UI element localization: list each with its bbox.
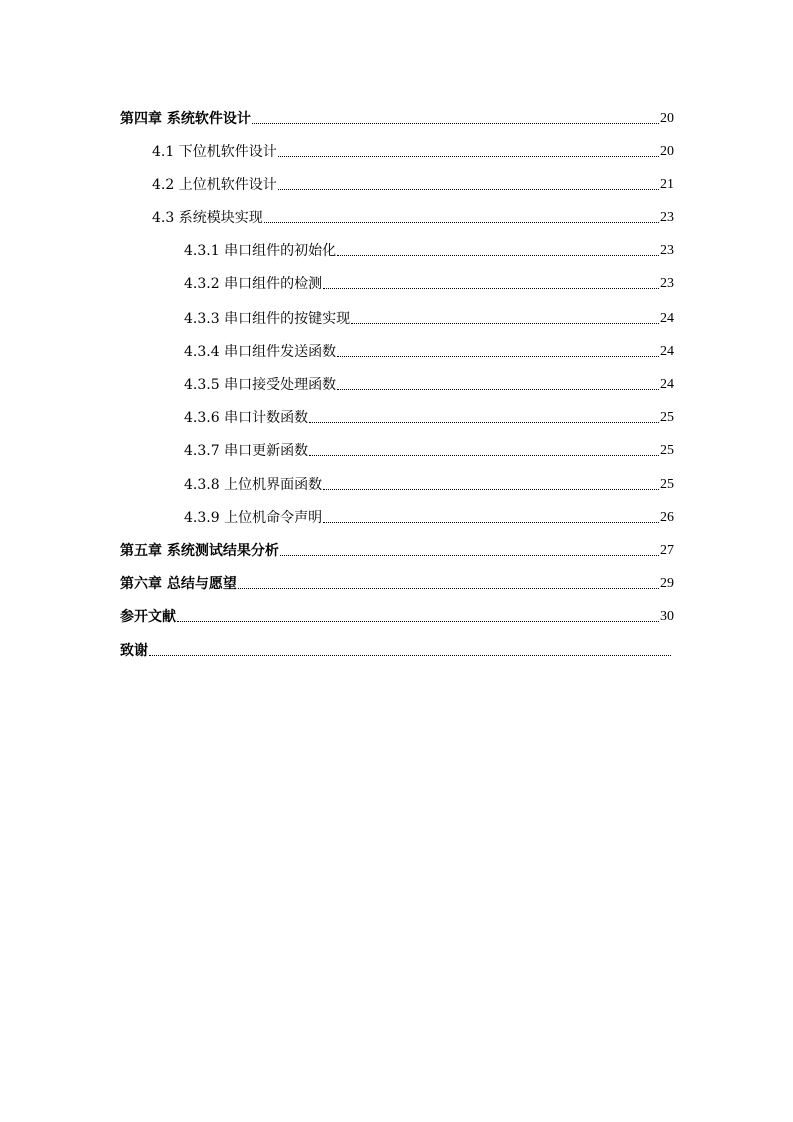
toc-entry-title: 致谢 — [120, 643, 148, 659]
toc-entry-chapter-4[interactable] — [120, 106, 674, 128]
toc-dot-leader — [280, 555, 659, 556]
toc-entry-title: 4.3.7 串口更新函数 — [184, 443, 309, 459]
toc-page-number: 25 — [660, 443, 674, 458]
toc-dot-leader — [337, 255, 659, 256]
toc-entry-title: 4.3.6 串口计数函数 — [184, 410, 309, 426]
toc-entry-4-3-5[interactable] — [184, 372, 674, 394]
toc-page-number: 30 — [660, 609, 674, 624]
toc-entry-4-3-2[interactable] — [184, 271, 674, 293]
toc-entry-chapter-6[interactable] — [120, 571, 674, 593]
toc-entry-4-3-8[interactable] — [184, 472, 674, 494]
toc-dot-leader — [337, 356, 659, 357]
toc-page-number: 20 — [660, 111, 674, 126]
toc-dot-leader — [238, 588, 659, 589]
toc-entry-title: 4.3.2 串口组件的检测 — [184, 276, 323, 292]
toc-entry-title: 4.3.5 串口接受处理函数 — [184, 377, 337, 393]
toc-dot-leader — [351, 323, 659, 324]
toc-entry-title: 第五章 系统测试结果分析 — [120, 543, 279, 559]
toc-entry-4-1[interactable] — [152, 139, 674, 161]
toc-entry-title: 4.3 系统模块实现 — [152, 210, 263, 226]
toc-entry-title: 4.1 下位机软件设计 — [152, 144, 277, 160]
toc-dot-leader — [323, 522, 659, 523]
toc-entry-title: 4.3.9 上位机命令声明 — [184, 510, 323, 526]
toc-page-number: 24 — [660, 344, 674, 359]
toc-page-number: 20 — [660, 144, 674, 159]
toc-dot-leader — [323, 489, 659, 490]
toc-page-number: 21 — [660, 177, 674, 192]
toc-entry-title: 4.3.4 串口组件发送函数 — [184, 344, 337, 360]
toc-entry-title: 第四章 系统软件设计 — [120, 111, 251, 127]
toc-entry-title: 参开文献 — [120, 609, 176, 625]
toc-dot-leader — [252, 123, 659, 124]
toc-page-number: 24 — [660, 311, 674, 326]
toc-page-number: 23 — [660, 210, 674, 225]
toc-entry-acknowledgements[interactable] — [120, 638, 672, 660]
toc-dot-leader — [264, 222, 659, 223]
toc-entry-4-2[interactable] — [152, 172, 674, 194]
toc-dot-leader — [177, 621, 659, 622]
toc-page-number: 26 — [660, 510, 674, 525]
toc-page-number: 23 — [660, 243, 674, 258]
toc-entry-title: 4.3.1 串口组件的初始化 — [184, 243, 337, 259]
toc-entry-4-3-3[interactable] — [184, 306, 674, 328]
toc-entry-chapter-5[interactable] — [120, 538, 674, 560]
toc-dot-leader — [278, 156, 659, 157]
toc-dot-leader — [278, 189, 659, 190]
toc-page-number: 27 — [660, 543, 674, 558]
toc-entry-4-3-4[interactable] — [184, 339, 674, 361]
toc-page-number: 23 — [660, 276, 674, 291]
toc-dot-leader — [309, 455, 659, 456]
toc-entry-title: 4.2 上位机软件设计 — [152, 177, 277, 193]
toc-page-number: 25 — [660, 410, 674, 425]
toc-entry-4-3-9[interactable] — [184, 505, 674, 527]
toc-entry-4-3-7[interactable] — [184, 438, 674, 460]
toc-entry-4-3-1[interactable] — [184, 238, 674, 260]
toc-entry-4-3-6[interactable] — [184, 405, 674, 427]
toc-dot-leader — [309, 422, 659, 423]
toc-entry-references[interactable] — [120, 604, 674, 626]
toc-dot-leader — [149, 655, 671, 656]
toc-page-number: 24 — [660, 377, 674, 392]
toc-entry-title: 4.3.8 上位机界面函数 — [184, 477, 323, 493]
toc-entry-4-3[interactable] — [152, 205, 674, 227]
toc-entry-title: 4.3.3 串口组件的按键实现 — [184, 311, 351, 327]
toc-dot-leader — [337, 389, 659, 390]
toc-page-number: 29 — [660, 576, 674, 591]
toc-entry-title: 第六章 总结与愿望 — [120, 576, 237, 592]
toc-dot-leader — [323, 288, 659, 289]
toc-page-number: 25 — [660, 477, 674, 492]
